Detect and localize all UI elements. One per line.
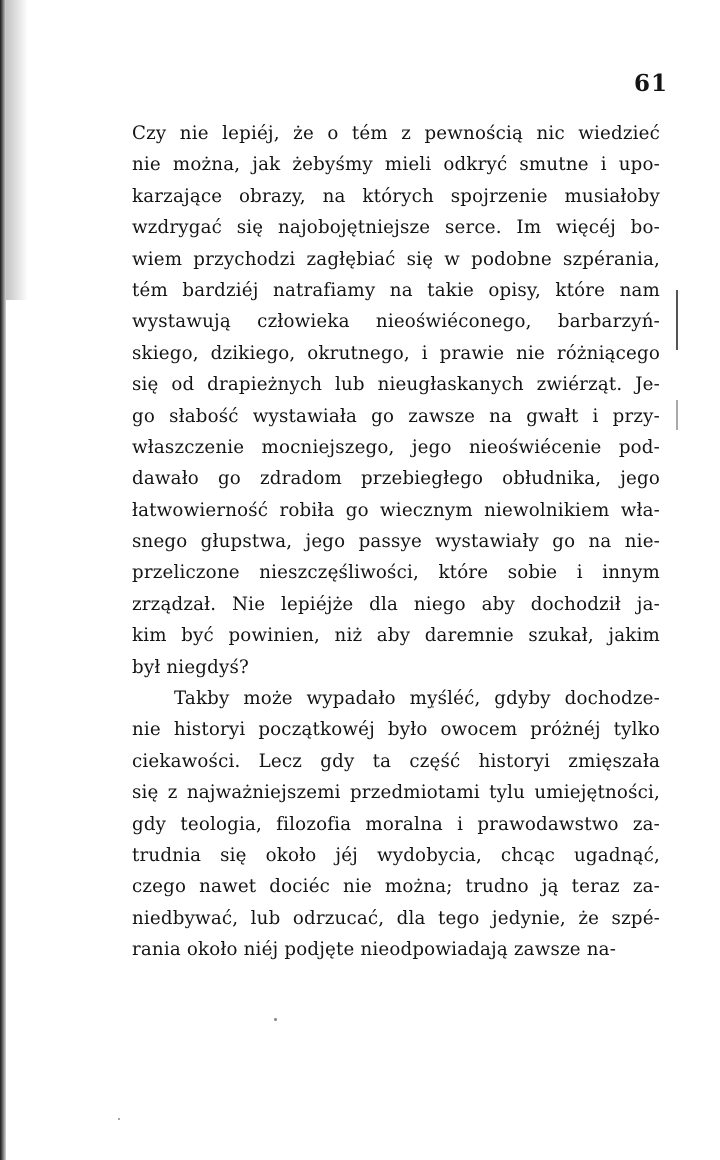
- text-line: przeliczone nieszczęśliwości, które sobie i innym: [132, 562, 660, 584]
- text-line: trudnia się około jéj wydobycia, chcąc ugadnąć,: [132, 844, 660, 866]
- body-text: [132, 118, 660, 966]
- edge-mark: [676, 290, 678, 350]
- text-line: snego głupstwa, jego passye wystawiały go na nie-: [132, 531, 660, 553]
- text-line: był niegdyś?: [132, 656, 249, 678]
- text-line: Takby może wypadało myśléć, gdyby dochodze-: [174, 688, 660, 710]
- text-line: Czy nie lepiéj, że o tém z pewnością nic wiedzieć: [132, 123, 660, 144]
- text-line: wystawują człowieka nieoświéconego, barbarzyń-: [132, 311, 660, 333]
- text-line: niedbywać, lub odrzucać, dla tego jedynie, że szpé-: [132, 907, 660, 929]
- text-line: wzdrygać się najobojętniejsze serce. Im więcéj bo-: [132, 217, 660, 239]
- paragraph: [132, 683, 660, 966]
- text-line: tém bardziéj natrafiamy na takie opisy, które nam: [132, 279, 660, 301]
- text-line: kim być powinien, niż aby daremnie szukał, jakim: [132, 625, 660, 647]
- text-line: dawało go zdradom przebiegłego obłudnika, jego: [132, 468, 660, 490]
- text-line: karzające obrazy, na których spojrzenie musiałoby: [132, 185, 660, 207]
- paper-speck: [274, 1018, 277, 1021]
- text-line: rania około niéj podjęte nieodpowiadają zawsze na-: [132, 939, 617, 961]
- edge-mark: [676, 400, 678, 430]
- page-number: 61: [633, 70, 668, 97]
- text-line: się od drapieżnych lub nieugłaskanych zwiérząt. Je-: [132, 374, 660, 396]
- text-line: czego nawet dociéc nie można; trudno ją teraz za-: [132, 876, 660, 898]
- text-line: gdy teologia, filozofia moralna i prawodawstwo za-: [132, 813, 660, 835]
- binding-shadow: [6, 0, 28, 300]
- text-line: skiego, dzikiego, okrutnego, i prawie nie różniącego: [132, 342, 660, 364]
- text-line: nie historyi początkowéj było owocem próżnéj tylko: [132, 719, 660, 741]
- text-line: się z najważniejszemi przedmiotami tylu umiejętności,: [132, 782, 660, 804]
- paper-speck: [118, 1118, 120, 1120]
- text-line: wiem przychodzi zagłębiać się w podobne szpérania,: [132, 248, 660, 270]
- text-line: go słabość wystawiała go zawsze na gwałt i przy-: [132, 405, 660, 427]
- text-line: właszczenie mocniejszego, jego nieoświécenie pod-: [132, 436, 660, 458]
- text-line: nie można, jak żebyśmy mieli odkryć smutne i upo-: [132, 154, 660, 176]
- text-line: łatwowierność robiła go wiecznym niewolnikiem wła-: [132, 499, 660, 521]
- paragraph: [132, 118, 660, 683]
- text-line: zrządzał. Nie lepiéjże dla niego aby dochodził ja-: [132, 593, 660, 615]
- text-line: ciekawości. Lecz gdy ta część historyi zmięszała: [132, 750, 660, 772]
